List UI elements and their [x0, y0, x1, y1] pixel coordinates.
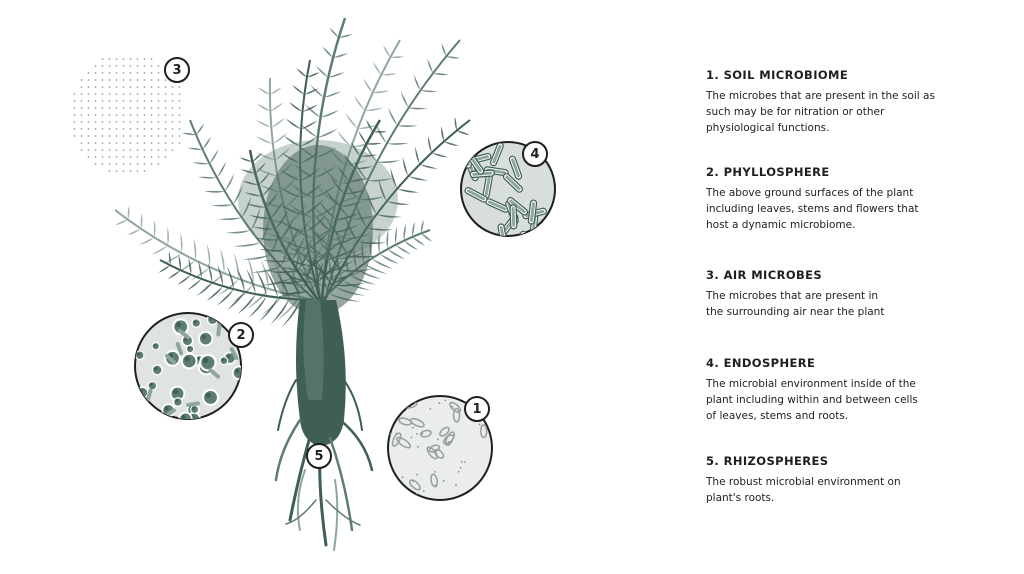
- badge-3: 3: [164, 57, 190, 83]
- badge-2: 2: [228, 322, 254, 348]
- legend-description: The microbes that are present in the surrounding air near the plant: [706, 290, 885, 318]
- legend-description: The microbes that are present in the soil as such may be for nitration or other physiological functions.: [706, 90, 935, 134]
- legend-item-air-microbes: [706, 268, 1006, 320]
- legend-description: The microbial environment inside of the plant including within and between cells of leaves, stems and roots.: [706, 378, 918, 422]
- badge-4: 4: [522, 141, 548, 167]
- legend-item-phyllosphere: [706, 165, 1006, 233]
- legend-title: 1. SOIL MICROBIOME: [706, 68, 849, 82]
- legend-item-rhizospheres: [706, 454, 1006, 506]
- legend-title: 3. AIR MICROBES: [706, 268, 823, 282]
- badge-1: 1: [464, 396, 490, 422]
- legend-description: The above ground surfaces of the plant including leaves, stems and flowers that host a dynamic microbiome.: [706, 187, 919, 231]
- legend-description: The robust microbial environment on plant's roots.: [706, 476, 901, 504]
- badge-5: 5: [306, 443, 332, 469]
- legend-title: 5. RHIZOSPHERES: [706, 454, 829, 468]
- legend-title: 2. PHYLLOSPHERE: [706, 165, 830, 179]
- plant-trunk: [296, 300, 346, 446]
- legend-item-soil-microbiome: [706, 68, 1006, 136]
- legend-item-endosphere: [706, 356, 1006, 424]
- legend-title: 4. ENDOSPHERE: [706, 356, 816, 370]
